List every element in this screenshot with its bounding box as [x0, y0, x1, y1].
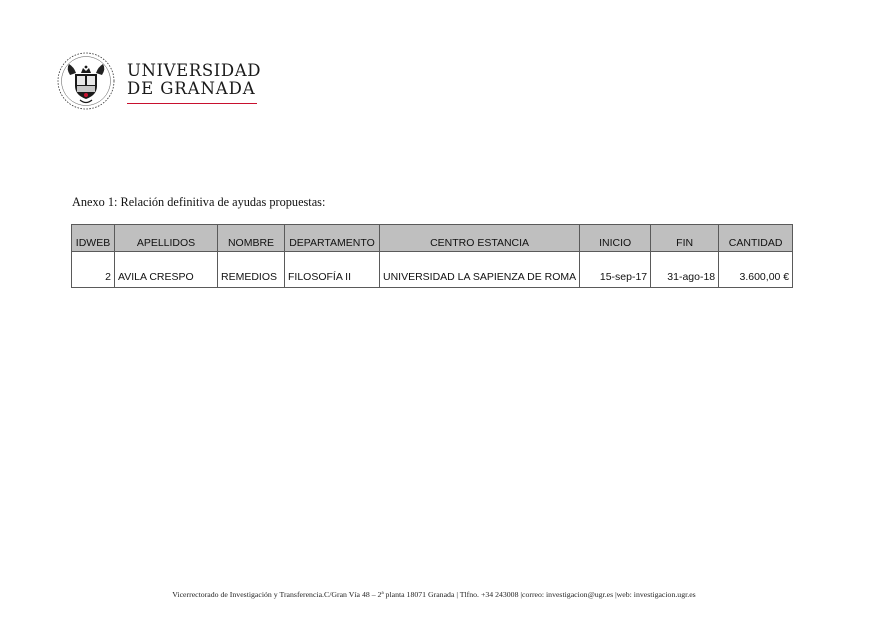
col-header-cantidad: CANTIDAD	[719, 225, 793, 252]
logo-line-2: DE GRANADA	[127, 79, 256, 98]
cell-inicio: 15-sep-17	[580, 252, 651, 288]
university-logo	[56, 50, 266, 114]
col-header-idweb: IDWEB	[72, 225, 115, 252]
university-wordmark	[127, 61, 262, 104]
grants-table	[71, 224, 793, 288]
col-header-nombre: NOMBRE	[218, 225, 285, 252]
table-header-row	[72, 225, 793, 252]
cell-nombre: REMEDIOS	[218, 252, 285, 288]
col-header-centro-estancia: CENTRO ESTANCIA	[380, 225, 580, 252]
cell-fin: 31-ago-18	[651, 252, 719, 288]
col-header-fin: FIN	[651, 225, 719, 252]
table-row	[72, 252, 793, 288]
cell-cantidad: 3.600,00 €	[719, 252, 793, 288]
col-header-departamento: DEPARTAMENTO	[285, 225, 380, 252]
logo-rule	[127, 103, 257, 104]
logo-line-1: UNIVERSIDAD	[127, 61, 262, 80]
university-crest-icon	[56, 51, 116, 111]
cell-centro-estancia: UNIVERSIDAD LA SAPIENZA DE ROMA	[380, 252, 580, 288]
page-footer: Vicerrectorado de Investigación y Transferencia.C/Gran Vía 48 – 2ª planta 18071 Granada | Tlfno. +34 243008 |correo: investigacion@ugr.es |web: investigacion.ugr.es	[172, 590, 696, 599]
annex-caption: Anexo 1: Relación definitiva de ayudas propuestas:	[72, 195, 326, 209]
col-header-apellidos: APELLIDOS	[115, 225, 218, 252]
cell-departamento: FILOSOFÍA II	[285, 252, 380, 288]
cell-idweb: 2	[72, 252, 115, 288]
col-header-inicio: INICIO	[580, 225, 651, 252]
cell-apellidos: AVILA CRESPO	[115, 252, 218, 288]
